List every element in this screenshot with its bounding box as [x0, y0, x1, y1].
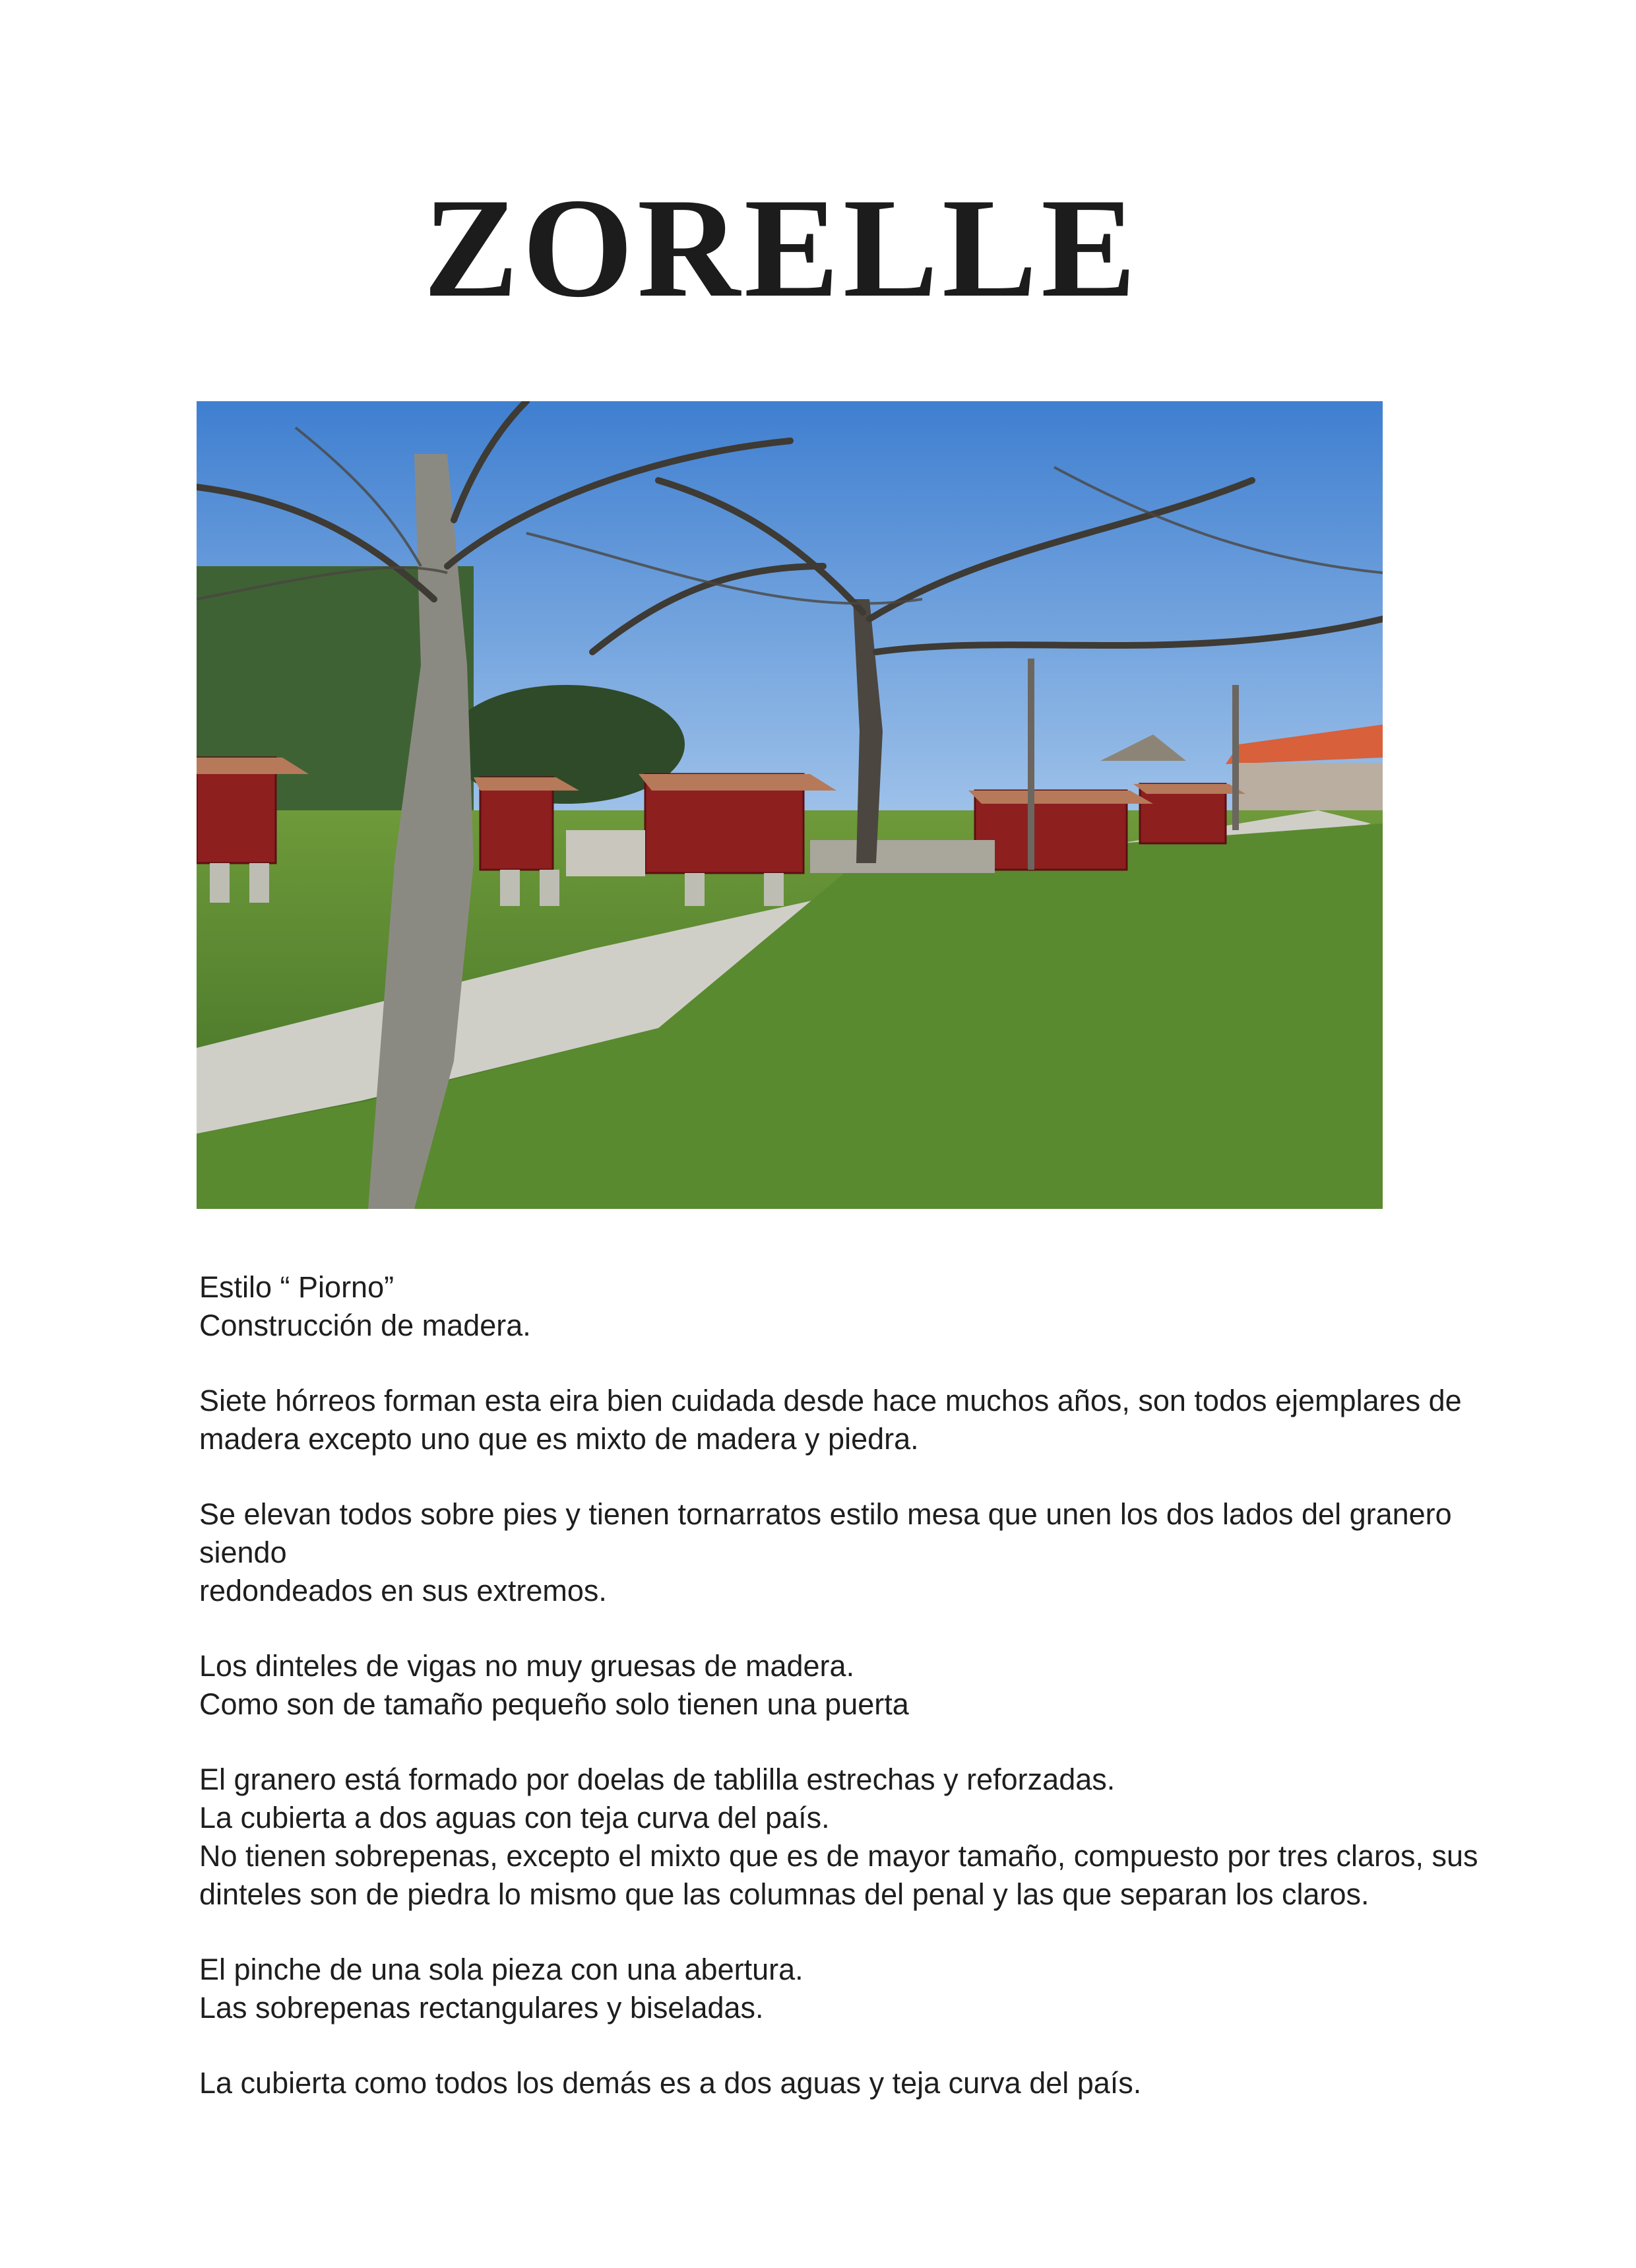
text-line: La cubierta a dos aguas con teja curva del país. [199, 1801, 830, 1834]
text-line: Las sobrepenas rectangulares y biseladas. [199, 1991, 764, 2025]
text-line: Se elevan todos sobre pies y tienen tornarratos estilo mesa que unen los dos lados del granero siendo [199, 1497, 1452, 1569]
text-line: No tienen sobrepenas, excepto el mixto que es de mayor tamaño, compuesto por tres claros, sus [199, 1839, 1478, 1873]
description [199, 1268, 1519, 2139]
paragraph [199, 1495, 1519, 1610]
text-line: Estilo “ Piorno” [199, 1270, 394, 1304]
paragraph [199, 1951, 1519, 2027]
paragraph [199, 1647, 1519, 1724]
text-line: Siete hórreos forman esta eira bien cuidada desde hace muchos años, son todos ejemplares de [199, 1384, 1462, 1417]
page-title: ZORELLE [423, 169, 1141, 327]
text-line: Como son de tamaño pequeño solo tienen una puerta [199, 1687, 909, 1721]
paragraph [199, 1761, 1519, 1914]
paragraph [199, 1382, 1519, 1458]
text-line: madera excepto uno que es mixto de madera y piedra. [199, 1422, 919, 1456]
text-line: El granero está formado por doelas de tablilla estrechas y reforzadas. [199, 1763, 1116, 1796]
text-line: dinteles son de piedra lo mismo que las columnas del penal y las que separan los claros. [199, 1877, 1369, 1911]
paragraph [199, 1268, 1519, 1345]
text-line: redondeados en sus extremos. [199, 1574, 607, 1607]
photo [197, 401, 1383, 1209]
text-line: Construcción de madera. [199, 1309, 531, 1342]
paragraph [199, 2064, 1519, 2102]
text-line: Los dinteles de vigas no muy gruesas de madera. [199, 1649, 855, 1683]
text-line: El pinche de una sola pieza con una abertura. [199, 1953, 803, 1986]
text-line: La cubierta como todos los demás es a dos aguas y teja curva del país. [199, 2066, 1142, 2100]
photo-horreos-icon [197, 401, 1383, 1209]
